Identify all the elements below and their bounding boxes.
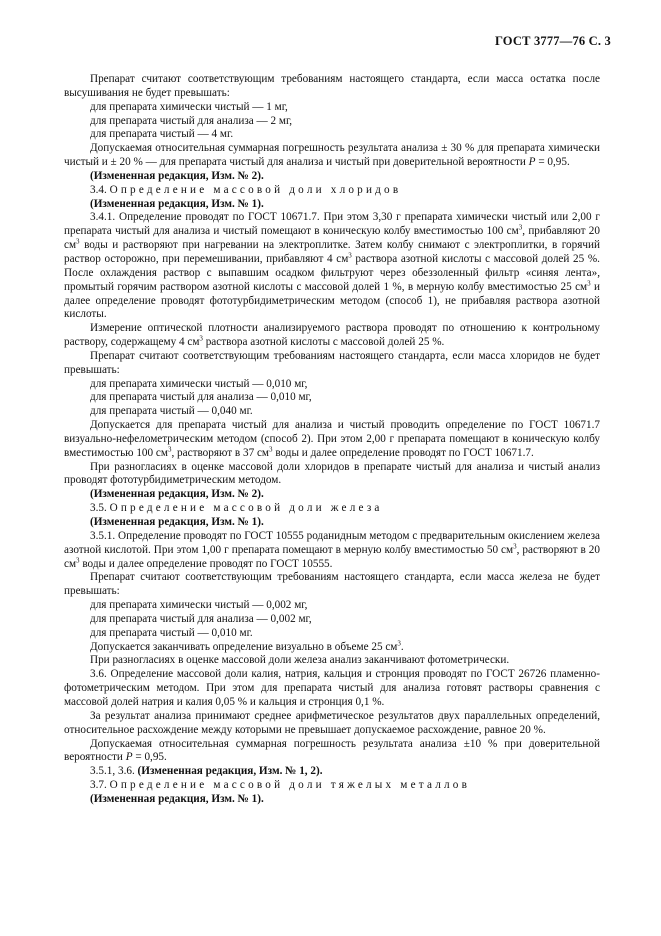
section-number: 3.4.	[90, 183, 110, 196]
section-title: Определение массовой доли хлоридов	[109, 183, 402, 196]
revision-label: (Измененная редакция, Изм. № 1, 2).	[137, 765, 323, 778]
paragraph: При разногласиях в оценке массовой доли хлоридов в препарате чистый для анализа и чистый анализ проводят фототурбидиметрическим методом.	[64, 460, 600, 487]
list-item: для препарата чистый — 0,040 мг.	[90, 405, 253, 418]
section-heading	[64, 502, 600, 516]
revision-note: (Измененная редакция, Изм. № 1).	[90, 516, 264, 528]
paragraph: При разногласиях в оценке массовой доли железа анализ заканчивают фотометрически.	[90, 654, 510, 667]
document-body	[64, 73, 600, 807]
paragraph: Допускаемая относительная суммарная погрешность результата анализа ±10 % при доверительной вероятности P = 0,95.	[64, 737, 600, 764]
list-item: для препарата чистый — 0,010 мг.	[90, 626, 253, 639]
paragraph: За результат анализа принимают среднее арифметическое результатов двух параллельных определений, относительное расхождение между которыми не превышает допускаемое расхождение, равное 20 %.	[64, 709, 600, 736]
revision-note: (Измененная редакция, Изм. № 1).	[90, 792, 264, 805]
list-item: для препарата химически чистый — 0,002 мг,	[90, 599, 308, 612]
paragraph: Препарат считают соответствующим требованиям настоящего стандарта, если масса железа не будет превышать:	[64, 571, 600, 598]
list-item: для препарата чистый — 4 мг.	[90, 128, 234, 141]
paragraph: 3.5.1. Определение проводят по ГОСТ 10555 роданидным методом с предварительным окислением железа азотной кислотой. При этом 1,00 г препарата помещают в мерную колбу вместимостью 50 $см^3$, растворяют в 20 $см^3$ воды и далее определение проводят по ГОСТ 10555.	[64, 529, 600, 570]
page-header: ГОСТ 3777—76 С. 3	[494, 34, 611, 48]
section-number: 3.5.	[90, 502, 110, 515]
paragraph: Допускается для препарата чистый для анализа и чистый проводить определение по ГОСТ 10671.7 визуально-нефелометрическим методом (способ 2). При этом 2,00 г препарата помещают в коническую колбу вместимостью 100 $см^3$, растворяют в 37 $см^3$ воды и далее определение проводят по ГОСТ 10671.7.	[64, 419, 600, 459]
revision-note: (Измененная редакция, Изм. № 1).	[90, 197, 264, 210]
section-heading	[64, 779, 600, 793]
paragraph: Измерение оптической плотности анализируемого раствора проводят по отношению к контрольному раствору, содержащему 4 $см^3$ раствора азотной кислоты с массовой долей 25 %.	[64, 322, 600, 349]
list-item: для препарата химически чистый — 0,010 мг,	[90, 377, 308, 390]
list-item: для препарата чистый для анализа — 2 мг,	[90, 114, 293, 127]
list-item: для препарата чистый для анализа — 0,010 мг,	[90, 391, 312, 404]
clause-reference: 3.5.1, 3.6.	[90, 765, 138, 778]
revision-note: (Измененная редакция, Изм. № 2).	[90, 488, 264, 501]
paragraph: Допускается заканчивать определение визуально в объеме 25 $см^3$.	[90, 638, 404, 653]
paragraph: 3.6. Определение массовой доли калия, натрия, кальция и стронция проводят по ГОСТ 26726 пламенно-фотометрическим методом. При этом для препарата чистый для анализа готовят растворы сравнения с массовой долей натрия и калия 0,05 % и кальция и стронция 0,1 %.	[64, 668, 600, 708]
section-heading	[64, 184, 600, 198]
revision-note	[64, 765, 600, 779]
paragraph: Допускаемая относительная суммарная погрешность результата анализа ± 30 % для препарата химически чистый и ± 20 % — для препарата чистый для анализа и чистый при доверительной вероятности P = 0,95.	[64, 142, 600, 169]
section-title: Определение массовой доли железа	[109, 502, 383, 515]
paragraph: 3.4.1. Определение проводят по ГОСТ 10671.7. При этом 3,30 г препарата химически чистый или 2,00 г препарата чистый для анализа и чистый помещают в коническую колбу вместимостью 100 $см^3$, прибавляют 20 $см^3$ воды и растворяют при нагревании на электроплитке. Затем колбу снимают с электроплитки, в горячий раствор осторожно, при перемешивании, прибавляют 4 $см^3$ раствора азотной кислоты с массовой долей 25 %. После охлаждения раствор с выпавшим осадком фильтруют через обеззоленный фильтр «синяя лента», промытый горячим раствором азотной кислоты с массовой долей 1 %, в мерную колбу вместимостью 25 $см^3$ и далее определение проводят фототурбидиметрическим методом (способ 1), не прибавляя раствора азотной кислоты.	[64, 211, 600, 321]
paragraph: Препарат считают соответствующим требованиям настоящего стандарта, если масса хлоридов не будет превышать:	[64, 349, 600, 376]
section-title: Определение массовой доли тяжелых металлов	[109, 779, 471, 792]
list-item: для препарата химически чистый — 1 мг,	[90, 100, 288, 113]
paragraph: Препарат считают соответствующим требованиям настоящего стандарта, если масса остатка после высушивания не будет превышать:	[64, 73, 600, 99]
section-number: 3.7.	[90, 779, 110, 792]
revision-note: (Измененная редакция, Изм. № 2).	[90, 169, 264, 182]
list-item: для препарата чистый для анализа — 0,002 мг,	[90, 612, 312, 625]
